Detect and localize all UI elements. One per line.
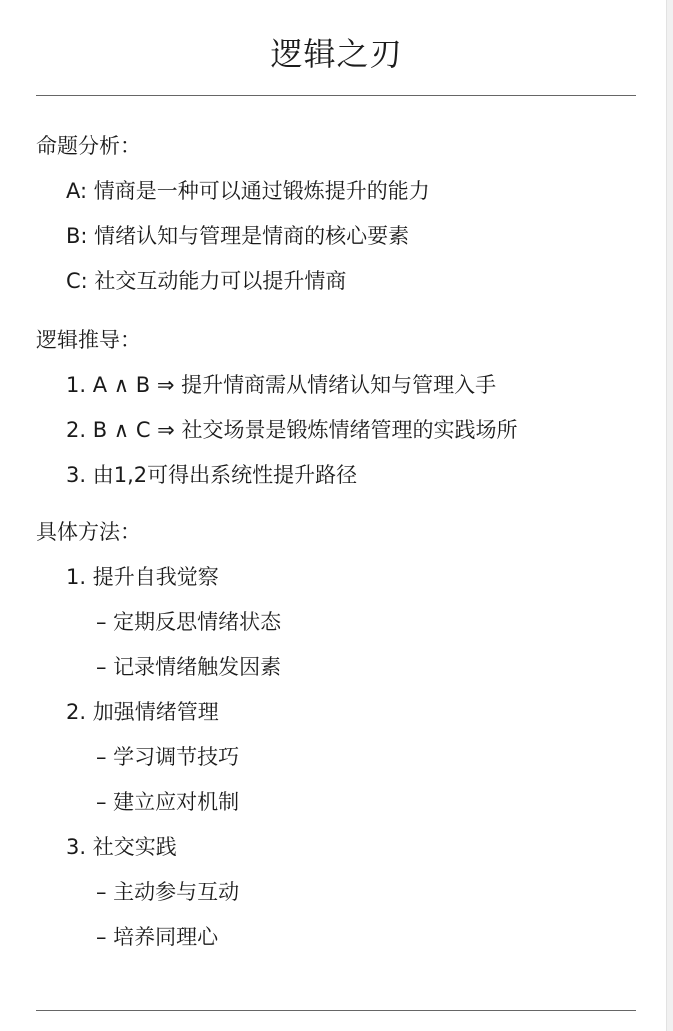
window-right-edge	[666, 0, 673, 1031]
deduction-step-3: 3. 由1,2可得出系统性提升路径	[66, 463, 358, 487]
deduction-step-2: 2. B ∧ C ⇒ 社交场景是锻炼情绪管理的实践场所	[66, 418, 518, 442]
section-heading-propositions: 命题分析：	[36, 134, 141, 158]
method-subitem: – 建立应对机制	[96, 790, 240, 814]
method-subitem: – 学习调节技巧	[96, 745, 240, 769]
section-spacer	[36, 498, 636, 510]
method-item: 1. 提升自我觉察	[66, 565, 219, 589]
method-item: 2. 加强情绪管理	[66, 700, 219, 724]
method-subitem: – 定期反思情绪状态	[96, 610, 282, 634]
document-body	[36, 124, 636, 960]
section-methods	[36, 510, 636, 960]
section-spacer	[36, 304, 636, 318]
bottom-divider	[36, 1010, 636, 1011]
section-deduction	[36, 318, 636, 498]
deduction-step-1: 1. A ∧ B ⇒ 提升情商需从情绪认知与管理入手	[66, 373, 497, 397]
proposition-a: A: 情商是一种可以通过锻炼提升的能力	[66, 179, 430, 203]
method-item: 3. 社交实践	[66, 835, 177, 859]
page-title: 逻辑之刃	[270, 35, 403, 73]
proposition-b: B: 情绪认知与管理是情商的核心要素	[66, 224, 410, 248]
method-subitem: – 主动参与互动	[96, 880, 240, 904]
section-heading-methods: 具体方法：	[36, 520, 141, 544]
method-subitem: – 记录情绪触发因素	[96, 655, 282, 679]
section-heading-deduction: 逻辑推导：	[36, 328, 141, 352]
method-subitem: – 培养同理心	[96, 925, 219, 949]
proposition-c: C: 社交互动能力可以提升情商	[66, 269, 347, 293]
title-divider	[36, 95, 636, 96]
section-propositions	[36, 124, 636, 304]
